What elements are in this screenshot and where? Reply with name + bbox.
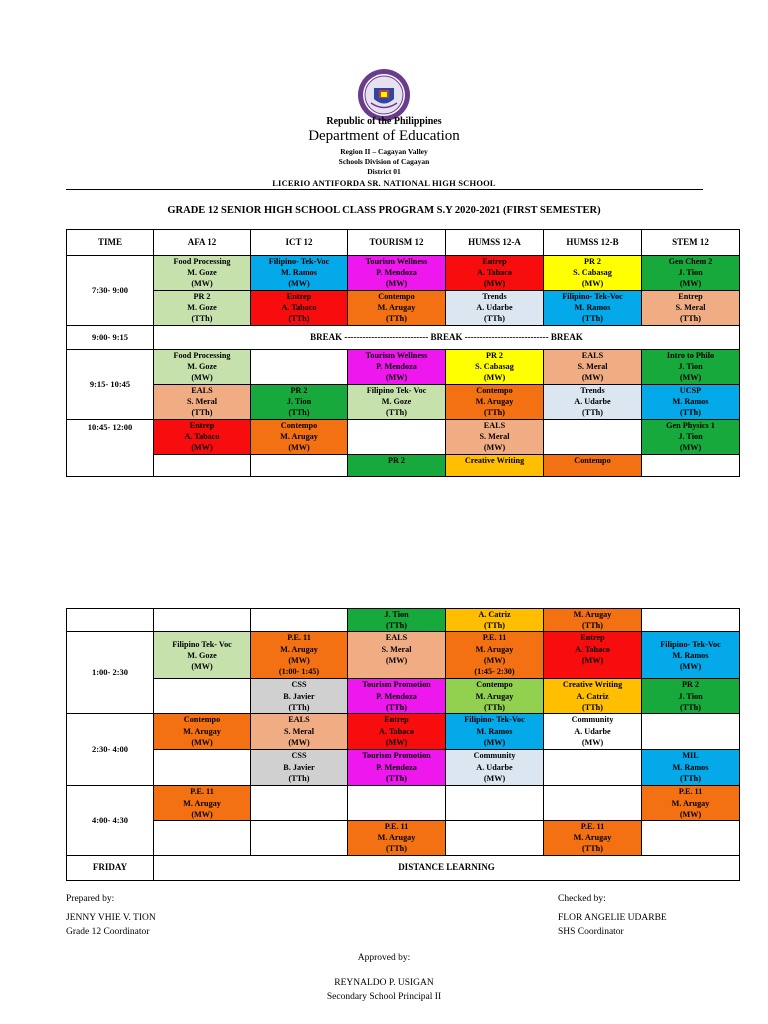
col-header-humss-b: HUMSS 12-B	[544, 230, 642, 256]
class-cell	[154, 821, 251, 856]
class-cell: EALS S. Meral (MW)	[251, 714, 348, 750]
class-cell	[154, 679, 251, 714]
class-cell	[544, 420, 642, 455]
class-cell: Contempo M. Arugay (TTh)	[348, 291, 446, 326]
time-slot: 1:00- 2:30	[67, 632, 154, 714]
class-cell: P.E. 11 M. Arugay (TTh)	[348, 821, 446, 856]
class-cell	[348, 420, 446, 455]
class-cell: EALS S. Meral (MW)	[544, 350, 642, 385]
class-cell	[642, 714, 740, 750]
class-cell: P.E. 11 M. Arugay (MW) (1:00- 1:45)	[251, 632, 348, 679]
checked-title: SHS Coordinator	[558, 927, 624, 937]
friday-label: FRIDAY	[67, 856, 154, 881]
break-row: BREAK ---------------------------- BREAK ---------------------------- BREAK	[154, 326, 740, 350]
time-slot: 2:30- 4:00	[67, 714, 154, 786]
class-cell: Entrep A. Tabaco (TTh)	[251, 291, 348, 326]
class-cell	[251, 350, 348, 385]
class-cell	[446, 821, 544, 856]
district-label: District 01	[367, 167, 401, 176]
class-cell: A. Catriz (TTh)	[446, 609, 544, 632]
class-cell: EALS S. Meral (MW)	[446, 420, 544, 455]
prepared-title: Grade 12 Coordinator	[66, 927, 150, 937]
class-cell: MIL M. Ramos (TTh)	[642, 750, 740, 786]
approved-title: Secondary School Principal II	[326, 992, 442, 1002]
class-cell: PR 2 S. Cabasag (MW)	[544, 256, 642, 291]
class-cell	[251, 821, 348, 856]
class-cell	[251, 455, 348, 477]
time-slot: 9:00- 9:15	[67, 326, 154, 350]
class-cell: Entrep S. Meral (TTh)	[642, 291, 740, 326]
class-cell: Entrep A. Tabaco (MW)	[446, 256, 544, 291]
school-name: LICERIO ANTIFORDA SR. NATIONAL HIGH SCHOOL	[272, 178, 496, 188]
class-cell: Creative Writing A. Catriz (TTh)	[544, 679, 642, 714]
checked-label: Checked by:	[558, 894, 606, 904]
class-cell: Contempo	[544, 455, 642, 477]
class-cell: Food Processing M. Goze (MW)	[154, 256, 251, 291]
col-header-afa: AFA 12	[154, 230, 251, 256]
time-slot: 4:00- 4:30	[67, 786, 154, 856]
class-cell: P.E. 11 M. Arugay (MW) (1:45- 2:30)	[446, 632, 544, 679]
time-slot: 7:30- 9:00	[67, 256, 154, 326]
class-cell: PR 2	[348, 455, 446, 477]
class-cell: Contempo M. Arugay (TTh)	[446, 679, 544, 714]
col-header-stem: STEM 12	[642, 230, 740, 256]
class-cell: Gen Chem 2 J. Tion (MW)	[642, 256, 740, 291]
class-cell	[544, 786, 642, 821]
division-label: Schools Division of Cagayan	[338, 157, 430, 166]
class-cell	[544, 750, 642, 786]
republic-label: Republic of the Philippines	[326, 116, 442, 127]
prepared-name: JENNY VHIE V. TION	[66, 913, 156, 923]
class-cell	[154, 455, 251, 477]
class-cell: Entrep A. Tabaco (MW)	[348, 714, 446, 750]
class-cell: PR 2 S. Cabasag (MW)	[446, 350, 544, 385]
class-cell: Entrep A. Tabaco (MW)	[154, 420, 251, 455]
class-cell: Creative Writing	[446, 455, 544, 477]
class-cell: CSS B. Javier (TTh)	[251, 679, 348, 714]
class-cell: Tourism Promotion P. Mendoza (TTh)	[348, 750, 446, 786]
class-cell: Entrep A. Tabaco (MW)	[544, 632, 642, 679]
class-cell: PR 2 J. Tion (TTh)	[642, 679, 740, 714]
class-cell: Intro to Philo J. Tion (MW)	[642, 350, 740, 385]
class-cell: Community A. Udarbe (MW)	[544, 714, 642, 750]
col-header-humss-a: HUMSS 12-A	[446, 230, 544, 256]
class-cell: Gen Physics 1 J. Tion (MW)	[642, 420, 740, 455]
class-cell: Filipino Tek- Voc M. Goze (TTh)	[348, 385, 446, 420]
program-title: GRADE 12 SENIOR HIGH SCHOOL CLASS PROGRAM S.Y 2020-2021 (FIRST SEMESTER)	[167, 205, 601, 216]
class-cell	[642, 821, 740, 856]
class-cell: UCSP M. Ramos (TTh)	[642, 385, 740, 420]
header-divider	[66, 189, 703, 190]
class-cell: Trends A. Udarbe (TTh)	[446, 291, 544, 326]
class-cell: Tourism Promotion P. Mendoza (TTh)	[348, 679, 446, 714]
class-cell: Community A. Udarbe (MW)	[446, 750, 544, 786]
class-cell	[251, 609, 348, 632]
distance-learning-row: DISTANCE LEARNING	[154, 856, 740, 881]
class-cell: PR 2 J. Tion (TTh)	[251, 385, 348, 420]
department-title: Department of Education	[308, 128, 460, 144]
class-cell	[154, 609, 251, 632]
class-cell: Contempo M. Arugay (MW)	[251, 420, 348, 455]
class-cell: Filipino- Tek-Voc M. Ramos (TTh)	[544, 291, 642, 326]
col-header-ict: ICT 12	[251, 230, 348, 256]
region-label: Region II – Cagayan Valley	[340, 147, 428, 156]
approved-label: Approved by:	[357, 953, 411, 963]
checked-name: FLOR ANGELIE UDARBE	[558, 913, 667, 923]
class-cell: Filipino- Tek-Voc M. Ramos (MW)	[251, 256, 348, 291]
col-header-tourism: TOURISM 12	[348, 230, 446, 256]
class-cell: CSS B. Javier (TTh)	[251, 750, 348, 786]
col-header-time: TIME	[67, 230, 154, 256]
class-cell: Tourism Wellness P. Mendoza (MW)	[348, 256, 446, 291]
class-cell	[642, 455, 740, 477]
class-cell	[348, 786, 446, 821]
class-cell: P.E. 11 M. Arugay (TTh)	[544, 821, 642, 856]
schedule-table-afternoon	[66, 608, 740, 881]
class-cell	[67, 609, 154, 632]
class-cell: Food Processing M. Goze (MW)	[154, 350, 251, 385]
class-cell	[446, 786, 544, 821]
prepared-label: Prepared by:	[66, 894, 115, 904]
class-cell: EALS S. Meral (TTh)	[154, 385, 251, 420]
class-cell: EALS S. Meral (MW)	[348, 632, 446, 679]
class-cell: Tourism Wellness P. Mendoza (MW)	[348, 350, 446, 385]
class-cell	[642, 609, 740, 632]
class-cell: P.E. 11 M. Arugay (MW)	[642, 786, 740, 821]
time-slot: 10:45- 12:00	[67, 420, 154, 477]
class-cell: PR 2 M. Goze (TTh)	[154, 291, 251, 326]
class-cell: Contempo M. Arugay (TTh)	[446, 385, 544, 420]
schedule-table-morning	[66, 229, 740, 477]
class-cell: P.E. 11 M. Arugay (MW)	[154, 786, 251, 821]
class-cell: Filipino Tek- Voc M. Goze (MW)	[154, 632, 251, 679]
class-cell: Contempo M. Arugay (MW)	[154, 714, 251, 750]
class-cell: Trends A. Udarbe (TTh)	[544, 385, 642, 420]
time-slot: 9:15- 10:45	[67, 350, 154, 420]
approved-name: REYNALDO P. USIGAN	[334, 978, 434, 988]
class-cell	[154, 750, 251, 786]
class-cell: Filipino- Tek-Voc M. Ramos (MW)	[642, 632, 740, 679]
deped-seal-icon	[357, 68, 411, 122]
class-cell: Filipino- Tek-Voc M. Ramos (MW)	[446, 714, 544, 750]
class-cell	[251, 786, 348, 821]
class-cell: J. Tion (TTh)	[348, 609, 446, 632]
class-cell: M. Arugay (TTh)	[544, 609, 642, 632]
